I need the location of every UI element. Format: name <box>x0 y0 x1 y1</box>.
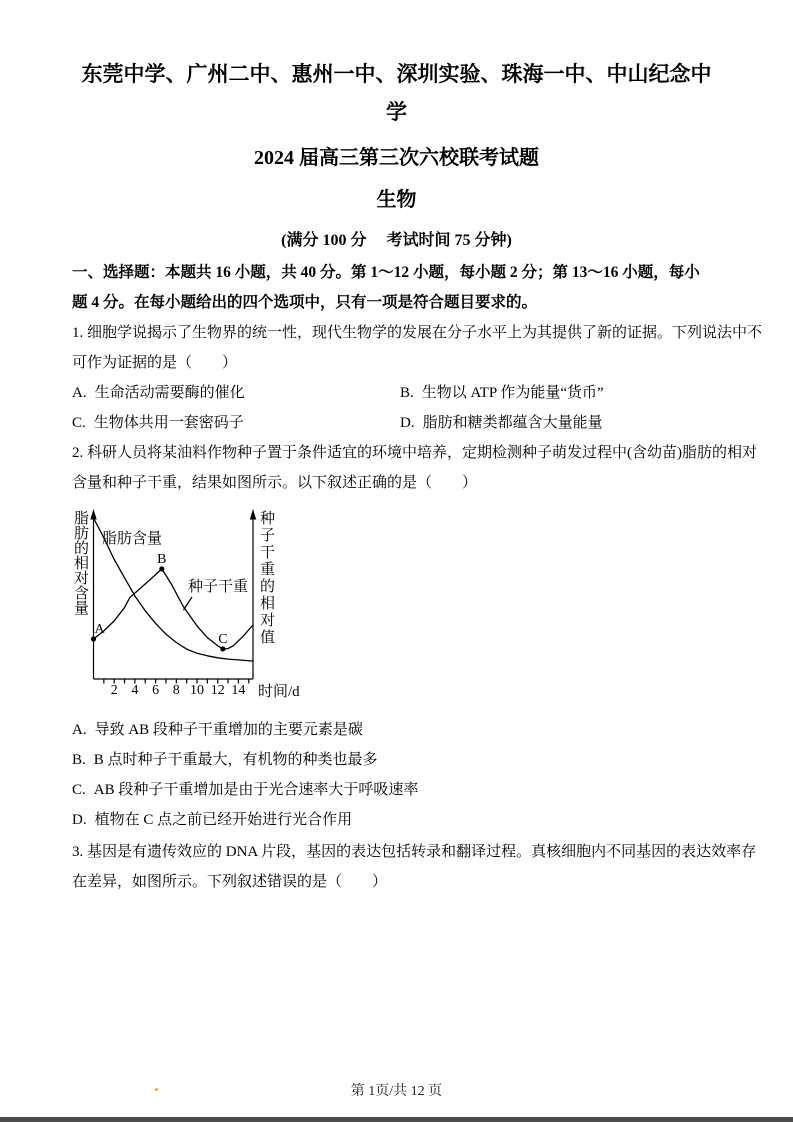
scan-artifact-dot <box>155 1088 158 1091</box>
seed-dry-weight-curve-label: 种子干重 <box>188 579 249 595</box>
seed-label-leader-line <box>184 597 193 610</box>
x-axis-label: 时间/d <box>258 684 300 700</box>
page-title <box>0 55 793 131</box>
option-label: C. <box>72 782 86 798</box>
question-2-option-a <box>72 715 762 745</box>
right-y-axis-label: 种子干重的相对值 <box>258 510 274 646</box>
question-2-line1: 2. 科研人员将某油料作物种子置于条件适宜的环境中培养，定期检测种子萌发过程中(含幼苗)脂肪的相对 <box>72 445 757 461</box>
x-tick-label: 10 <box>190 683 204 698</box>
exam-info: (满分 100 分 考试时间 75 分钟) <box>281 232 512 249</box>
question-2-options <box>72 715 762 835</box>
data-point-label-A: A <box>94 621 105 637</box>
question-3 <box>72 837 762 897</box>
x-tick-label: 2 <box>110 683 118 698</box>
page-bottom-edge-bar <box>0 1117 793 1122</box>
question-3-line2: 在差异，如图所示。下列叙述错误的是（ ） <box>72 874 388 890</box>
question-1-options <box>72 378 762 438</box>
option-text: 导致 AB 段种子干重增加的主要元素是碳 <box>94 722 363 738</box>
option-label: B. <box>72 752 86 768</box>
option-text: 生物体共用一套密码子 <box>93 415 244 431</box>
section-heading-line2: 题 4 分。在每小题给出的四个选项中，只有一项是符合题目要求的。 <box>72 294 538 311</box>
option-text: 植物在 C 点之前已经开始进行光合作用 <box>94 812 353 828</box>
section-heading <box>72 258 762 318</box>
option-text: B 点时种子干重最大，有机物的种类也最多 <box>93 752 378 768</box>
question-3-line1: 3. 基因是有遗传效应的 DNA 片段，基因的表达包括转录和翻译过程。真核细胞内不同基因的表达效率存 <box>72 844 757 860</box>
option-text: 生物以 ATP 作为能量“货币” <box>421 385 604 401</box>
question-1-line1: 1. 细胞学说揭示了生物界的统一性，现代生物学的发展在分子水平上为其提供了新的证据。下列说法中不 <box>72 325 763 341</box>
page-number-indicator: 第 1页/共 12 页 <box>350 1084 443 1099</box>
data-point-B <box>159 566 164 571</box>
data-point-label-C: C <box>218 631 228 647</box>
exam-subtitle: 2024 届高三第三次六校联考试题 <box>254 147 539 169</box>
option-label: B. <box>400 385 414 401</box>
question-1-option-b <box>400 378 762 408</box>
section-heading-line1: 一、选择题：本题共 16 小题，共 40 分。第 1～12 小题，每小题 2 分；第 13～16 小题，每小 <box>72 264 700 281</box>
question-2 <box>72 438 762 498</box>
option-label: D. <box>400 415 415 431</box>
page-title-line2: 学 <box>386 100 407 124</box>
question-2-option-b <box>72 745 762 775</box>
data-point-C <box>220 646 225 651</box>
option-text: 脂肪和糖类都蕴含大量能量 <box>422 415 603 431</box>
exam-subject: 生物 <box>376 189 417 211</box>
data-point-label-B: B <box>157 551 167 567</box>
data-point-A <box>91 636 96 641</box>
question-1 <box>72 318 762 378</box>
seed-germination-chart <box>55 503 410 708</box>
question-2-option-d <box>72 805 762 835</box>
option-label: D. <box>72 812 87 828</box>
right-y-axis-arrow <box>250 509 256 520</box>
left-y-axis-label: 脂肪的相对含量 <box>72 510 88 615</box>
question-1-option-a <box>72 378 400 408</box>
x-tick-label: 8 <box>172 683 180 698</box>
question-1-option-c <box>72 408 400 438</box>
option-label: C. <box>72 415 86 431</box>
x-tick-label: 12 <box>210 683 225 698</box>
question-1-option-d <box>400 408 762 438</box>
question-2-option-c <box>72 775 762 805</box>
option-label: A. <box>72 722 87 738</box>
option-label: A. <box>72 385 87 401</box>
option-text: 生命活动需要酶的催化 <box>94 385 245 401</box>
question-1-line2: 可作为证据的是（ ） <box>72 355 238 371</box>
x-tick-label: 14 <box>231 683 246 698</box>
option-text: AB 段种子干重增加是由于光合速率大于呼吸速率 <box>93 782 419 798</box>
fat-content-curve-label: 脂肪含量 <box>102 531 163 547</box>
x-tick-label: 6 <box>152 683 160 698</box>
x-tick-label: 4 <box>131 683 139 698</box>
page-title-line1: 东莞中学、广州二中、惠州一中、深圳实验、珠海一中、中山纪念中 <box>81 62 712 86</box>
question-2-line2: 含量和种子干重，结果如图所示。以下叙述正确的是（ ） <box>72 475 478 491</box>
